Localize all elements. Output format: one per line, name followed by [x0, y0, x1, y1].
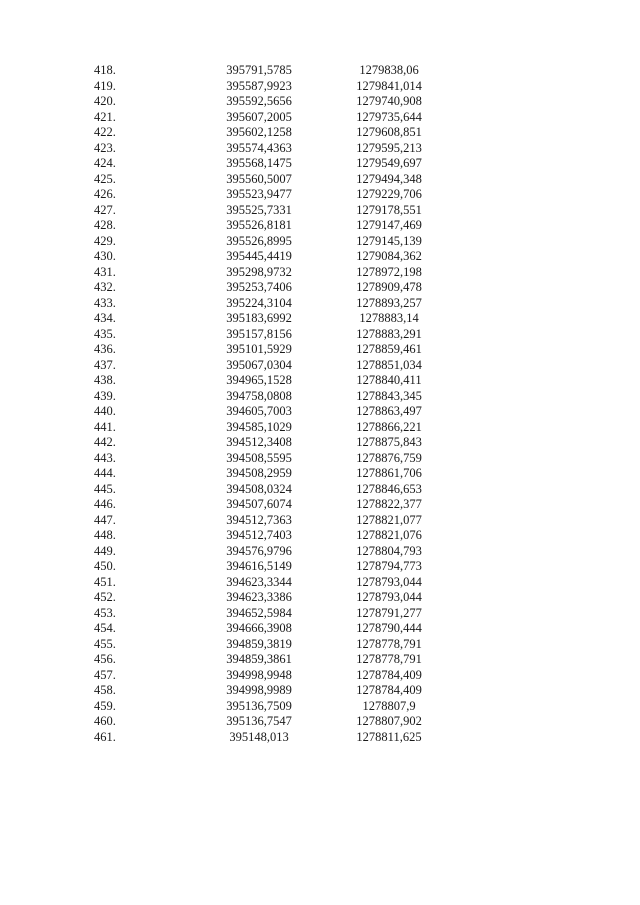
y-coordinate: 1279841,014 — [356, 78, 422, 93]
row-spacer — [454, 420, 640, 436]
table-row — [0, 110, 640, 126]
point-number: 426. — [94, 187, 116, 201]
x-coordinate: 395224,3104 — [226, 295, 292, 310]
y-coordinate: 1278821,077 — [356, 512, 422, 527]
row-spacer — [454, 528, 640, 544]
x-coordinate: 395568,1475 — [226, 156, 292, 170]
x-coordinate: 395298,9732 — [226, 264, 292, 279]
row-spacer — [454, 280, 640, 296]
row-spacer — [454, 311, 640, 327]
row-spacer — [454, 265, 640, 281]
y-coordinate: 1278909,478 — [356, 280, 422, 294]
point-number: 437. — [94, 357, 116, 372]
table-row — [0, 513, 640, 529]
point-number: 435. — [94, 326, 116, 341]
row-spacer — [454, 466, 640, 482]
point-number: 451. — [94, 574, 116, 589]
table-row — [0, 404, 640, 420]
y-coordinate: 1278778,791 — [356, 636, 422, 651]
table-row — [0, 249, 640, 265]
table-row — [0, 699, 640, 715]
x-coordinate: 395587,9923 — [226, 78, 292, 93]
x-coordinate: 394508,5595 — [226, 450, 292, 465]
row-spacer — [454, 172, 640, 188]
y-coordinate: 1278793,044 — [356, 574, 422, 589]
table-row — [0, 559, 640, 575]
table-row — [0, 482, 640, 498]
row-spacer — [454, 63, 640, 79]
x-coordinate: 394605,7003 — [226, 404, 292, 418]
y-coordinate: 1279084,362 — [356, 249, 422, 263]
row-spacer — [454, 327, 640, 343]
row-spacer — [454, 621, 640, 637]
y-coordinate: 1278861,706 — [356, 466, 422, 480]
x-coordinate: 395607,2005 — [226, 109, 292, 124]
table-row — [0, 373, 640, 389]
point-number: 454. — [94, 621, 116, 635]
x-coordinate: 395136,7547 — [226, 714, 292, 728]
y-coordinate: 1278972,198 — [356, 264, 422, 279]
row-spacer — [454, 389, 640, 405]
y-coordinate: 1278784,409 — [356, 667, 422, 682]
y-coordinate: 1278793,044 — [356, 590, 422, 604]
point-number: 452. — [94, 590, 116, 604]
x-coordinate: 395526,8181 — [226, 218, 292, 232]
y-coordinate: 1279838,06 — [359, 63, 419, 77]
table-row — [0, 327, 640, 343]
point-number: 441. — [94, 419, 116, 434]
y-coordinate: 1278883,291 — [356, 326, 422, 341]
point-number: 459. — [94, 698, 116, 713]
row-spacer — [454, 203, 640, 219]
point-number: 449. — [94, 543, 116, 558]
table-row — [0, 466, 640, 482]
x-coordinate: 394758,0808 — [226, 388, 292, 403]
x-coordinate: 394512,7363 — [226, 512, 292, 527]
row-spacer — [454, 156, 640, 172]
point-number: 443. — [94, 450, 116, 465]
point-number: 436. — [94, 342, 116, 356]
row-spacer — [454, 79, 640, 95]
y-coordinate: 1279740,908 — [356, 94, 422, 108]
table-row — [0, 451, 640, 467]
row-spacer — [454, 435, 640, 451]
x-coordinate: 394998,9948 — [226, 667, 292, 682]
point-number: 429. — [94, 233, 116, 248]
y-coordinate: 1278846,653 — [356, 481, 422, 496]
x-coordinate: 395253,7406 — [226, 280, 292, 294]
table-row — [0, 63, 640, 79]
table-row — [0, 94, 640, 110]
table-row — [0, 528, 640, 544]
y-coordinate: 1278893,257 — [356, 295, 422, 310]
row-spacer — [454, 141, 640, 157]
y-coordinate: 1278811,625 — [356, 729, 422, 744]
row-spacer — [454, 234, 640, 250]
y-coordinate: 1278883,14 — [359, 311, 419, 325]
x-coordinate: 395157,8156 — [226, 326, 292, 341]
y-coordinate: 1279494,348 — [356, 171, 422, 186]
row-spacer — [454, 652, 640, 668]
y-coordinate: 1279229,706 — [356, 187, 422, 201]
y-coordinate: 1279145,139 — [356, 233, 422, 248]
point-number: 430. — [94, 249, 116, 263]
row-spacer — [454, 575, 640, 591]
row-spacer — [454, 683, 640, 699]
row-spacer — [454, 482, 640, 498]
y-coordinate: 1278840,411 — [356, 373, 422, 387]
point-number: 442. — [94, 435, 116, 449]
table-row — [0, 621, 640, 637]
row-spacer — [454, 714, 640, 730]
table-row — [0, 342, 640, 358]
row-spacer — [454, 249, 640, 265]
point-number: 428. — [94, 218, 116, 232]
point-number: 448. — [94, 528, 116, 542]
point-number: 453. — [94, 605, 116, 620]
y-coordinate: 1278875,843 — [356, 435, 422, 449]
point-number: 433. — [94, 295, 116, 310]
table-row — [0, 606, 640, 622]
y-coordinate: 1279178,551 — [356, 202, 422, 217]
x-coordinate: 394507,6074 — [226, 497, 292, 511]
x-coordinate: 394998,9989 — [226, 683, 292, 697]
point-number: 419. — [94, 78, 116, 93]
point-number: 424. — [94, 156, 116, 170]
point-number: 420. — [94, 94, 116, 108]
y-coordinate: 1278821,076 — [356, 528, 422, 542]
point-number: 460. — [94, 714, 116, 728]
row-spacer — [454, 110, 640, 126]
y-coordinate: 1279549,697 — [356, 156, 422, 170]
point-number: 458. — [94, 683, 116, 697]
table-row — [0, 280, 640, 296]
row-spacer — [454, 637, 640, 653]
x-coordinate: 395791,5785 — [226, 63, 292, 77]
x-coordinate: 395067,0304 — [226, 357, 292, 372]
table-row — [0, 389, 640, 405]
x-coordinate: 394585,1029 — [226, 419, 292, 434]
x-coordinate: 395525,7331 — [226, 202, 292, 217]
table-row — [0, 683, 640, 699]
point-number: 440. — [94, 404, 116, 418]
table-row — [0, 652, 640, 668]
x-coordinate: 394652,5984 — [226, 605, 292, 620]
row-spacer — [454, 94, 640, 110]
point-number: 446. — [94, 497, 116, 511]
point-number: 461. — [94, 729, 116, 744]
x-coordinate: 394576,9796 — [226, 543, 292, 558]
y-coordinate: 1278807,902 — [356, 714, 422, 728]
row-spacer — [454, 590, 640, 606]
table-row — [0, 156, 640, 172]
y-coordinate: 1279735,644 — [356, 109, 422, 124]
x-coordinate: 395148,013 — [229, 729, 289, 744]
table-row — [0, 203, 640, 219]
row-spacer — [454, 296, 640, 312]
table-row — [0, 79, 640, 95]
y-coordinate: 1278822,377 — [356, 497, 422, 511]
x-coordinate: 394666,3908 — [226, 621, 292, 635]
x-coordinate: 394512,3408 — [226, 435, 292, 449]
coordinates-table-body — [0, 63, 640, 745]
point-number: 455. — [94, 636, 116, 651]
y-coordinate: 1278876,759 — [356, 450, 422, 465]
table-row — [0, 125, 640, 141]
row-spacer — [454, 559, 640, 575]
point-number: 450. — [94, 559, 116, 573]
table-row — [0, 265, 640, 281]
y-coordinate: 1278804,793 — [356, 543, 422, 558]
y-coordinate: 1278807,9 — [362, 698, 416, 713]
point-number: 421. — [94, 109, 116, 124]
x-coordinate: 394623,3344 — [226, 574, 292, 589]
row-spacer — [454, 187, 640, 203]
table-row — [0, 544, 640, 560]
y-coordinate: 1278790,444 — [356, 621, 422, 635]
row-spacer — [454, 699, 640, 715]
table-row — [0, 714, 640, 730]
x-coordinate: 395602,1258 — [226, 125, 292, 139]
y-coordinate: 1278791,277 — [356, 605, 422, 620]
row-spacer — [454, 218, 640, 234]
row-spacer — [454, 544, 640, 560]
point-number: 456. — [94, 652, 116, 666]
row-spacer — [454, 730, 640, 746]
x-coordinate: 395136,7509 — [226, 698, 292, 713]
x-coordinate: 394859,3861 — [226, 652, 292, 666]
y-coordinate: 1278851,034 — [356, 357, 422, 372]
x-coordinate: 395183,6992 — [226, 311, 292, 325]
row-spacer — [454, 125, 640, 141]
table-row — [0, 668, 640, 684]
row-spacer — [454, 497, 640, 513]
point-number: 425. — [94, 171, 116, 186]
row-spacer — [454, 451, 640, 467]
point-number: 427. — [94, 202, 116, 217]
x-coordinate: 395526,8995 — [226, 233, 292, 248]
point-number: 438. — [94, 373, 116, 387]
y-coordinate: 1278863,497 — [356, 404, 422, 418]
row-spacer — [454, 606, 640, 622]
row-spacer — [454, 668, 640, 684]
row-spacer — [454, 342, 640, 358]
x-coordinate: 395445,4419 — [226, 249, 292, 263]
point-number: 434. — [94, 311, 116, 325]
y-coordinate: 1278866,221 — [356, 419, 422, 434]
y-coordinate: 1278784,409 — [356, 683, 422, 697]
point-number: 447. — [94, 512, 116, 527]
table-row — [0, 172, 640, 188]
x-coordinate: 395574,4363 — [226, 140, 292, 155]
y-coordinate: 1278778,791 — [356, 652, 422, 666]
y-coordinate: 1278859,461 — [356, 342, 422, 356]
x-coordinate: 394508,2959 — [226, 466, 292, 480]
point-number: 457. — [94, 667, 116, 682]
table-row — [0, 730, 640, 746]
table-row — [0, 575, 640, 591]
coordinates-table — [0, 63, 640, 745]
y-coordinate: 1279147,469 — [356, 218, 422, 232]
point-number: 432. — [94, 280, 116, 294]
row-spacer — [454, 358, 640, 374]
row-spacer — [454, 404, 640, 420]
table-row — [0, 420, 640, 436]
x-coordinate: 394616,5149 — [226, 559, 292, 573]
x-coordinate: 394512,7403 — [226, 528, 292, 542]
point-number: 445. — [94, 481, 116, 496]
point-number: 431. — [94, 264, 116, 279]
table-row — [0, 358, 640, 374]
table-row — [0, 187, 640, 203]
x-coordinate: 395101,5929 — [226, 342, 292, 356]
x-coordinate: 394859,3819 — [226, 636, 292, 651]
table-row — [0, 435, 640, 451]
table-row — [0, 218, 640, 234]
table-row — [0, 141, 640, 157]
table-row — [0, 234, 640, 250]
table-row — [0, 311, 640, 327]
x-coordinate: 394623,3386 — [226, 590, 292, 604]
x-coordinate: 395592,5656 — [226, 94, 292, 108]
table-row — [0, 296, 640, 312]
point-number: 423. — [94, 140, 116, 155]
y-coordinate: 1278843,345 — [356, 388, 422, 403]
y-coordinate: 1278794,773 — [356, 559, 422, 573]
table-row — [0, 497, 640, 513]
point-number: 444. — [94, 466, 116, 480]
x-coordinate: 394965,1528 — [226, 373, 292, 387]
point-number: 418. — [94, 63, 116, 77]
x-coordinate: 395560,5007 — [226, 171, 292, 186]
row-spacer — [454, 513, 640, 529]
y-coordinate: 1279595,213 — [356, 140, 422, 155]
point-number: 422. — [94, 125, 116, 139]
x-coordinate: 395523,9477 — [226, 187, 292, 201]
y-coordinate: 1279608,851 — [356, 125, 422, 139]
x-coordinate: 394508,0324 — [226, 481, 292, 496]
table-row — [0, 637, 640, 653]
point-number: 439. — [94, 388, 116, 403]
table-row — [0, 590, 640, 606]
row-spacer — [454, 373, 640, 389]
